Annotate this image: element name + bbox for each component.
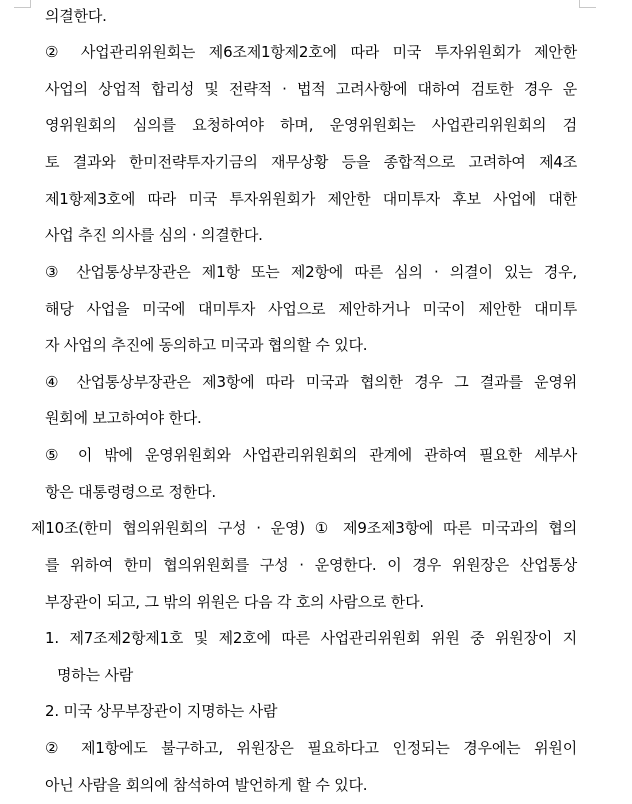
text-line: 해당 사업을 미국에 대미투자 사업으로 제안하거나 미국이 제안한 대미투 — [45, 300, 577, 318]
text-line: 토 결과와 한미전략투자기금의 재무상황 등을 종합적으로 고려하여 제4조 — [45, 153, 577, 171]
text-line: 아닌 사람을 회의에 참석하여 발언하게 할 수 있다. — [45, 776, 368, 794]
text-line: 2. 미국 상무부장관이 지명하는 사람 — [45, 702, 278, 720]
text-line: 제10조(한미 협의위원회의 구성 · 운영) ① 제9조제3항에 따른 미국과의 협의 — [31, 519, 577, 537]
text-line: ④ 산업통상부장관은 제3항에 따라 미국과 협의한 경우 그 결과를 운영위 — [45, 373, 577, 391]
text-line: 명하는 사람 — [57, 666, 134, 684]
text-line: 를 위하여 한미 협의위원회를 구성 · 운영한다. 이 경우 위원장은 산업통상 — [45, 556, 577, 574]
text-line: 원회에 보고하여야 한다. — [45, 409, 202, 427]
text-line: 1. 제7조제2항제1호 및 제2호에 따른 사업관리위원회 위원 중 위원장이 지 — [45, 629, 577, 647]
text-line: ⑤ 이 밖에 운영위원회와 사업관리위원회의 관계에 관하여 필요한 세부사 — [45, 446, 577, 464]
page-corner-mark-left — [14, 0, 31, 8]
text-line: 제1항제3호에 따라 미국 투자위원회가 제안한 대미투자 후보 사업에 대한 — [45, 190, 577, 208]
text-line: 영위원회의 심의를 요청하여야 하며, 운영위원회는 사업관리위원회의 검 — [45, 116, 577, 134]
page-corner-mark-right — [579, 0, 596, 8]
text-line: 자 사업의 추진에 동의하고 미국과 협의할 수 있다. — [45, 336, 368, 354]
text-line: ② 사업관리위원회는 제6조제1항제2호에 따라 미국 투자위원회가 제안한 — [45, 43, 577, 61]
text-line: 의결한다. — [45, 7, 107, 25]
text-line: 항은 대통령령으로 정한다. — [45, 483, 216, 501]
text-line: 사업 추진 의사를 심의 · 의결한다. — [45, 226, 263, 244]
text-line: 부장관이 되고, 그 밖의 위원은 다음 각 호의 사람으로 한다. — [45, 593, 424, 611]
text-line: ③ 산업통상부장관은 제1항 또는 제2항에 따른 심의 · 의결이 있는 경우, — [45, 263, 577, 281]
text-line: ② 제1항에도 불구하고, 위원장은 필요하다고 인정되는 경우에는 위원이 — [45, 739, 577, 757]
text-line: 사업의 상업적 합리성 및 전략적 · 법적 고려사항에 대하여 검토한 경우 운 — [45, 80, 577, 98]
